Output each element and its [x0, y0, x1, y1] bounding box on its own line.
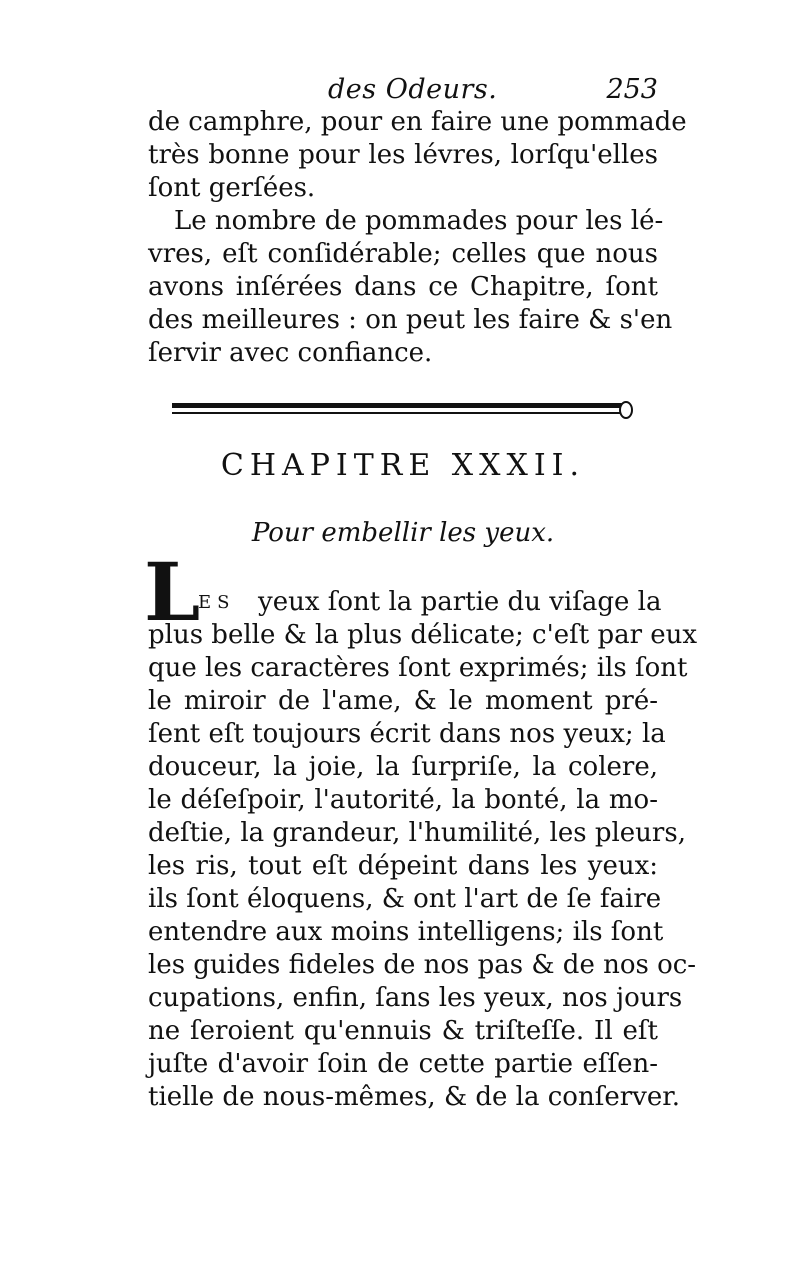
text-line: douceur, la joie, la ſurpriſe, la colere,: [148, 752, 658, 782]
chapter-subtitle: Pour embellir les yeux.: [251, 518, 555, 548]
text-line: vres, eſt conſidérable; celles que nous: [148, 239, 658, 269]
text-line: ne ſeroient qu'ennuis & triſteſſe. Il eſt: [148, 1016, 658, 1046]
rule-thin-bar: [172, 412, 627, 414]
chapter-body: [148, 586, 698, 1114]
text-line: deſtie, la grandeur, l'humilité, les pleurs,: [148, 818, 686, 848]
text-line: les ris, tout eſt dépeint dans les yeux:: [148, 851, 658, 881]
text-line: tielle de nous-mêmes, & de la conſerver.: [148, 1082, 681, 1112]
page-number: 253: [606, 74, 658, 105]
running-title: des Odeurs.: [328, 74, 498, 105]
text-line: très bonne pour les lévres, lorſqu'elles: [148, 140, 658, 170]
rule-thick-bar: [172, 403, 627, 408]
ornamental-rule: [172, 400, 627, 422]
text-line: ſont gerſées.: [148, 173, 316, 203]
rule-end-ornament: [619, 401, 633, 419]
text-line: Le nombre de pommades pour les lé-: [174, 206, 664, 236]
text-line: les guides fideles de nos pas & de nos oc-: [148, 950, 697, 980]
drop-cap: L: [144, 545, 201, 639]
text-line: avons inſérées dans ce Chapitre, ſont: [148, 272, 658, 302]
text-line: de camphre, pour en faire une pommade: [148, 107, 687, 137]
continuation-paragraphs: [148, 106, 687, 370]
text-line: plus belle & la plus délicate; c'eſt par eux: [148, 620, 698, 650]
text-line: le miroir de l'ame, & le moment pré-: [148, 686, 658, 716]
text-line: entendre aux moins intelligens; ils ſont: [148, 917, 664, 947]
text-line: juſte d'avoir ſoin de cette partie eſſen-: [148, 1049, 658, 1079]
text-line: ſent eſt toujours écrit dans nos yeux; la: [148, 719, 666, 749]
text-line: ils ſont éloquens, & ont l'art de ſe faire: [148, 884, 662, 914]
chapter-title: CHAPITRE XXXII.: [220, 448, 586, 483]
text-line: que les caractères ſont exprimés; ils ſont: [148, 653, 688, 683]
text-line: des meilleures : on peut les faire & s'en: [148, 305, 673, 335]
text-line: le déſeſpoir, l'autorité, la bonté, la mo-: [148, 785, 658, 815]
text-line: ſervir avec confiance.: [148, 338, 433, 368]
text-line: yeux ſont la partie du viſage la: [258, 587, 662, 617]
lead-word-smallcaps: ES: [198, 592, 236, 613]
text-line: cupations, enfin, ſans les yeux, nos jours: [148, 983, 683, 1013]
